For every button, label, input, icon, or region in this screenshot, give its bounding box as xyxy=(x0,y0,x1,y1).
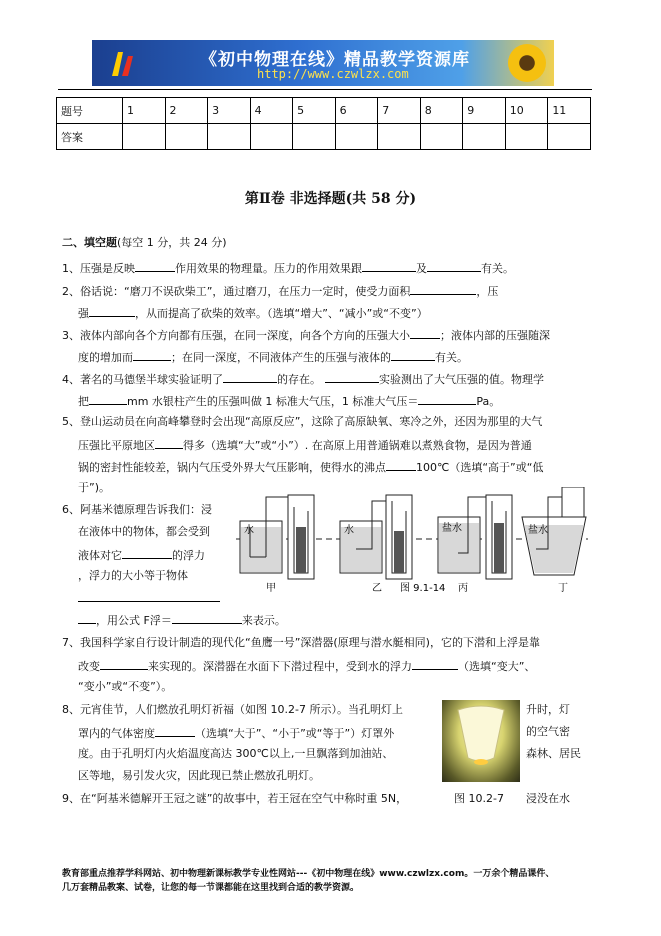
q4-text: 把 xyxy=(78,395,89,408)
answer-cell[interactable] xyxy=(420,124,463,150)
table-header-label: 题号 xyxy=(57,98,123,124)
question-9-line-1-right: 浸没在水 xyxy=(526,792,570,805)
question-6-line-5 xyxy=(78,612,286,628)
q3-text: ；在同一深度，不同液体产生的压强与液体的 xyxy=(171,351,391,364)
question-number: 3 xyxy=(208,98,251,124)
q7-text: 改变 xyxy=(78,660,100,673)
q1-text: 作用效果的物理量。压力的作用效果跟 xyxy=(175,262,362,275)
figure-label: 乙 xyxy=(372,583,382,594)
q8-text: （选填“大于”、“小于”或“等于”）灯罩外 xyxy=(195,727,395,740)
question-2-line-2 xyxy=(78,305,428,321)
question-number: 4 xyxy=(250,98,293,124)
answer-cell[interactable] xyxy=(250,124,293,150)
question-7-line-1: 7、我国科学家自行设计制造的现代化“鱼鹰一号”深潜器(原理与潜水艇相同)，它的下潜和上浮是靠 xyxy=(62,636,540,649)
q5-text: 100℃（选填“高于”或“低 xyxy=(416,461,544,474)
lantern-icon xyxy=(442,700,520,782)
q4-blank-4[interactable] xyxy=(418,393,476,405)
question-8-line-2-right: 的空气密 xyxy=(526,725,570,738)
answer-cell[interactable] xyxy=(335,124,378,150)
liquid-label: 水 xyxy=(344,525,354,536)
q8-text: 罩内的气体密度 xyxy=(78,727,155,740)
answer-cell[interactable] xyxy=(123,124,166,150)
question-3-line-1 xyxy=(62,327,550,343)
table-answer-label: 答案 xyxy=(57,124,123,150)
figure-label: 丁 xyxy=(558,583,568,594)
q4-blank-2[interactable] xyxy=(325,371,379,383)
question-3-line-2 xyxy=(78,349,468,365)
beaker-jia xyxy=(240,495,314,579)
q2-text: 2、俗话说：“磨刀不误砍柴工”，通过磨刀，在压力一定时，使受力面积 xyxy=(62,285,411,298)
q1-blank-1[interactable] xyxy=(135,260,175,272)
question-5-line-2 xyxy=(78,437,532,453)
question-8-line-3: 度。由于孔明灯内火焰温度高达 300℃以上,一旦飘落到加油站、 xyxy=(78,747,394,760)
banner-title: 《初中物理在线》精品教学资源库 xyxy=(200,50,470,70)
liquid-label: 盐水 xyxy=(442,523,462,534)
q4-text: 的存在。 xyxy=(277,373,321,386)
q8-blank-1[interactable] xyxy=(155,725,195,737)
q3-blank-1[interactable] xyxy=(410,327,440,339)
question-8-line-1: 8、元宵佳节，人们燃放孔明灯祈福（如图 10.2-7 所示）。当孔明灯上 xyxy=(62,703,403,716)
q4-blank-3[interactable] xyxy=(89,393,127,405)
question-1 xyxy=(62,260,514,276)
q6-text: 液体对它 xyxy=(78,549,122,562)
site-logo-icon xyxy=(108,46,138,80)
q3-blank-2[interactable] xyxy=(133,349,171,361)
beaker-yi xyxy=(340,495,412,579)
q3-text: 度的增加而 xyxy=(78,351,133,364)
q5-blank-1[interactable] xyxy=(155,437,183,449)
part-heading xyxy=(62,236,227,250)
q5-blank-2[interactable] xyxy=(386,459,416,471)
q3-text: ；液体内部的压强随深 xyxy=(440,329,550,342)
q1-text: 1、压强是反映 xyxy=(62,262,135,275)
q6-text: ，用公式 F浮＝ xyxy=(96,614,172,627)
sunflower-image xyxy=(508,44,546,82)
answer-table xyxy=(56,97,591,150)
figure-caption: 图 9.1-14 xyxy=(400,583,446,594)
question-6-line-1: 6、阿基米德原理告诉我们：浸 xyxy=(62,503,212,516)
answer-cell[interactable] xyxy=(293,124,336,150)
q7-text: （选填“变大”、 xyxy=(458,660,536,673)
answer-cell[interactable] xyxy=(378,124,421,150)
q4-blank-1[interactable] xyxy=(223,371,277,383)
question-4-line-1 xyxy=(62,371,544,387)
question-2-line-1 xyxy=(62,283,498,299)
q5-text: 得多（选填“大”或“小”）. 在高原上用普通锅难以煮熟食物，是因为普通 xyxy=(183,439,532,452)
banner-url[interactable]: http://www.czwlzx.com xyxy=(257,67,409,81)
q7-blank-2[interactable] xyxy=(412,658,458,670)
q1-text: 有关。 xyxy=(481,262,514,275)
q6-blank-1[interactable] xyxy=(122,547,172,559)
question-number: 5 xyxy=(293,98,336,124)
question-number: 7 xyxy=(378,98,421,124)
q6-blank-3[interactable] xyxy=(172,612,242,624)
q1-text: 及 xyxy=(416,262,427,275)
q4-text: mm 水银柱产生的压强叫做 1 标准大气压，1 标准大气压＝ xyxy=(127,395,419,408)
sky-lantern-image xyxy=(442,700,520,782)
section-title: 第Ⅱ卷 非选择题(共 58 分) xyxy=(244,191,417,207)
question-8-line-1-right: 升时，灯 xyxy=(526,703,570,716)
figure-pressure-gauge-experiment xyxy=(236,487,588,597)
q6-blank-2[interactable] xyxy=(78,601,220,602)
beaker-bing xyxy=(438,495,512,579)
q3-text: 有关。 xyxy=(435,351,468,364)
answer-cell[interactable] xyxy=(165,124,208,150)
q4-text: 4、著名的马德堡半球实验证明了 xyxy=(62,373,223,386)
q5-text: 压强比平原地区 xyxy=(78,439,155,452)
q6-text: 来表示。 xyxy=(241,614,286,627)
table-row xyxy=(57,124,591,150)
question-number: 11 xyxy=(548,98,591,124)
answer-cell[interactable] xyxy=(208,124,251,150)
question-8-line-4: 区等地，易引发火灾，因此现已禁止燃放孔明灯。 xyxy=(78,769,320,782)
q5-text: 锅的密封性能较差，锅内气压受外界大气压影响，使得水的沸点 xyxy=(78,461,386,474)
figure-label: 甲 xyxy=(266,583,276,594)
answer-cell[interactable] xyxy=(463,124,506,150)
q2-blank-2[interactable] xyxy=(89,305,135,317)
q7-blank-1[interactable] xyxy=(100,658,148,670)
answer-cell[interactable] xyxy=(505,124,548,150)
q2-blank-1[interactable] xyxy=(410,283,476,295)
header-divider xyxy=(58,89,592,90)
question-number: 10 xyxy=(505,98,548,124)
q4-text: 实验测出了大气压强的值。物理学 xyxy=(379,373,544,386)
question-6-line-4: ，浮力的大小等于物体 xyxy=(78,569,188,582)
question-8-line-3-right: 森林、居民 xyxy=(526,747,581,760)
question-number: 6 xyxy=(335,98,378,124)
liquid-label: 水 xyxy=(244,525,254,536)
question-6-line-2: 在液体中的物体，都会受到 xyxy=(78,525,210,538)
q2-text: 强 xyxy=(78,307,89,320)
question-5-line-4: 于”)。 xyxy=(78,481,110,494)
question-number: 1 xyxy=(123,98,166,124)
part-heading-label: 二、填空题 xyxy=(62,236,117,249)
question-9-line-1: 9、在“阿基米德解开王冠之谜”的故事中，若王冠在空气中称时重 5N， xyxy=(62,792,408,805)
question-8-line-2 xyxy=(78,725,394,741)
q2-text: ，压 xyxy=(476,285,499,298)
q3-blank-3[interactable] xyxy=(391,349,435,361)
answer-cell[interactable] xyxy=(548,124,591,150)
question-5-line-1: 5、登山运动员在向高峰攀登时会出现“高原反应”，这除了高原缺氧、寒冷之外，还因为那里的大气 xyxy=(62,415,543,428)
q1-blank-2[interactable] xyxy=(362,260,416,272)
liquid-label: 盐水 xyxy=(528,525,548,536)
figure-label: 丙 xyxy=(458,583,468,594)
part-note: (每空 1 分，共 24 分) xyxy=(117,236,227,249)
question-number: 8 xyxy=(420,98,463,124)
question-number: 2 xyxy=(165,98,208,124)
footer-line-1: 教育部重点推荐学科网站、初中物理新课标教学专业性网站---《初中物理在线》www.czwlzx.com。一万余个精品课件、 xyxy=(62,869,555,879)
q2-text: ，从而提高了砍柴的效率。（选填“增大”、“减小”或“不变”） xyxy=(135,307,428,320)
question-7-line-3: “变小”或“不变”）。 xyxy=(78,680,173,693)
question-5-line-3 xyxy=(78,459,543,475)
q7-text: 来实现的。深潜器在水面下下潜过程中，受到水的浮力 xyxy=(148,660,412,673)
q6-text: 的浮力 xyxy=(172,549,205,562)
question-6-line-3 xyxy=(78,547,205,563)
q1-blank-3[interactable] xyxy=(427,260,481,272)
figure-10-2-7-caption: 图 10.2-7 xyxy=(454,792,504,805)
footer-line-2: 几万套精品教案、试卷，让您的每一节课都能在这里找到合适的教学资源。 xyxy=(62,883,360,893)
q3-text: 3、液体内部向各个方向都有压强，在同一深度，向各个方向的压强大小 xyxy=(62,329,410,342)
question-7-line-2 xyxy=(78,658,535,674)
header-banner xyxy=(92,40,554,86)
question-number: 9 xyxy=(463,98,506,124)
question-4-line-2 xyxy=(78,393,500,409)
q6-blank-2-end[interactable] xyxy=(78,612,96,624)
table-row xyxy=(57,98,591,124)
q4-text: Pa。 xyxy=(476,395,501,408)
